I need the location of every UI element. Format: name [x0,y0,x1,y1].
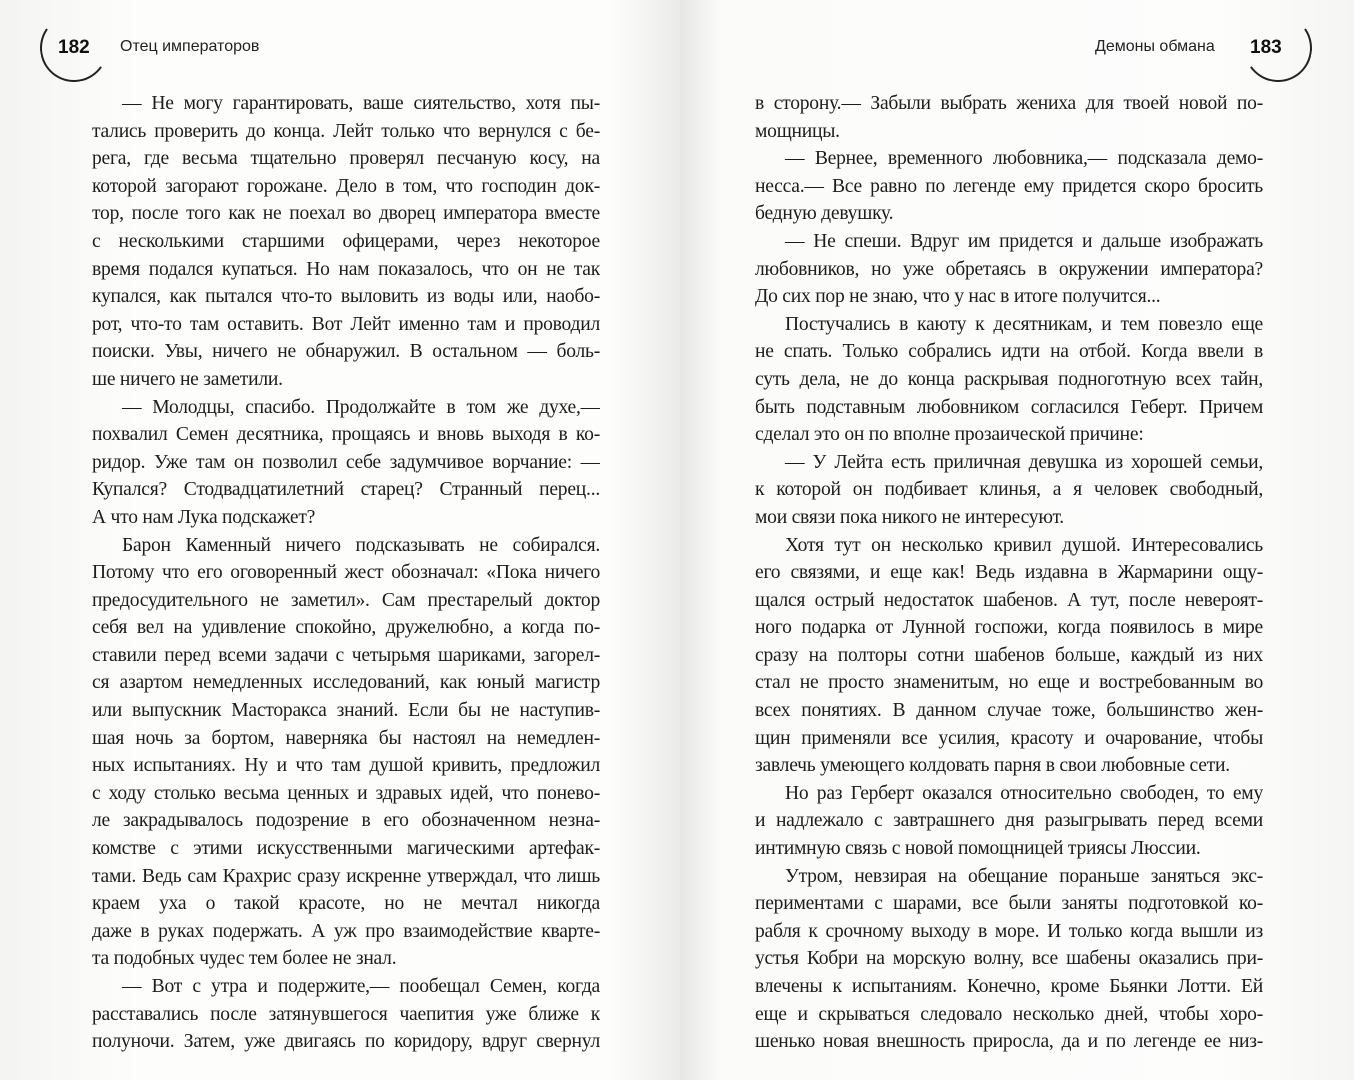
text-line: сразу на полторы сотни шабенов больше, каждый из них [755,644,1263,666]
page-number: 182 [58,37,90,58]
text-line: Купался? Стодвадцатилетний старец? Странный перец... [92,479,600,501]
text-line: устья Кобри на морскую волну, все шабены оказались при- [755,948,1263,970]
paragraph [755,90,1263,145]
text-line: рот, что-то там оставить. Вот Лейт именно там и проводил [92,313,600,335]
text-line: Но раз Герберт оказался относительно свободен, то ему [785,782,1263,804]
text-line: мощницы. [755,120,840,142]
text-line: ридор. Уже там он позволил себе задумчивое ворчание: — [92,451,600,473]
text-line: рега, где весьма тщательно проверял песчаную косу, на [92,148,600,170]
text-line: и надлежало с завтрашнего дня разыгрывать перед всеми [755,810,1263,832]
text-line: с несколькими старшими офицерами, через некоторое [92,230,600,252]
text-line: — Молодцы, спасибо. Продолжайте в том же духе,— [122,396,600,418]
text-line: шенько новая внешность приросла, да и по легенде ее низ- [755,1031,1263,1053]
text-line: периментами с шарами, все были заняты подготовкой ко- [755,893,1263,915]
text-line: интимную связь с новой помощницей триясы Люссии. [755,838,1201,860]
body-text [755,90,1263,1056]
text-line: рабля к срочному выходу в море. И только когда вышли из [755,920,1263,942]
body-text [92,90,600,1056]
paragraph [92,532,600,974]
paragraph [755,780,1263,863]
paragraph [92,394,600,532]
text-line: суть дела, не до конца раскрывая подноготную всех тайн, [755,368,1263,390]
paragraph [755,449,1263,532]
text-line: к которой он подбивает клинья, а я человек свободный, [755,479,1263,501]
text-line: — Вот с утра и подержите,— пообещал Семен, когда [122,976,600,997]
text-line: А что нам Лука подскажет? [92,506,316,528]
text-line: быть подставным любовником согласился Геберт. Причем [755,396,1263,418]
text-line: его связями, и еще как! Ведь издавна в Жармарини ощу- [755,562,1263,584]
text-line: ся азартом немедленных исследований, как юный магистр [92,672,600,694]
paragraph [755,863,1263,1056]
text-line: завлечь умеющего колдовать парня в свои любовные сети. [755,755,1230,777]
text-line: щался острый недостаток шабенов. А тут, после невероят- [755,589,1263,611]
right-page [680,0,1354,1080]
text-line: полуночи. Затем, уже двигаясь по коридору, вдруг свернул [92,1031,600,1053]
text-line: ставили перед всеми задачи с четырьмя шариками, загорел- [92,644,600,666]
text-line: любовников, но уже обретаясь в окружении императора? [755,258,1263,280]
text-line: которой загорают горожане. Дело в том, что господин док- [92,175,600,197]
text-line: не спать. Только собрались идти на отбой. Когда ввели в [755,341,1263,363]
paragraph [755,228,1263,311]
text-line: стал не просто знаменитым, но еще и востребованным во [755,672,1263,694]
text-line: влечены к испытаниям. Конечно, кроме Бьянки Лотти. Ей [755,976,1263,997]
text-line: тор, после того как не поехал во дворец императора вместе [92,203,600,225]
text-line: — Не могу гарантировать, ваше сиятельство, хотя пы- [122,93,600,114]
text-line: краем уха о такой красоте, но не мечтал никогда [92,893,600,915]
text-line: комстве с этими искусственными магическими артефак- [92,838,600,860]
text-line: ше ничего не заметили. [92,368,283,390]
text-line: поиски. Увы, ничего не обнаружил. В остальном — боль- [92,341,600,363]
paragraph [755,145,1263,228]
paragraph [92,90,600,394]
text-line: или выпускник Мастораксa знаний. Если бы не наступив- [92,700,600,722]
text-line: тались проверить до конца. Лейт только что вернулся с бе- [92,120,600,142]
paragraph [755,311,1263,449]
text-line: несса.— Все равно по легенде ему придется скоро бросить [755,175,1263,197]
text-line: Барон Каменный ничего подсказывать не собирался. [122,534,600,556]
text-line: шая ночь за бортом, наверняка бы настоял на немедлен- [92,727,600,749]
text-line: похвалил Семен десятника, прощаясь и вновь выходя в ко- [92,424,600,446]
text-line: До сих пор не знаю, что у нас в итоге получится... [755,286,1161,308]
text-line: ных испытаниях. Ну и что там душой кривить, предложил [92,755,600,777]
page-number: 183 [1250,37,1282,58]
text-line: время подался купаться. Но нам показалось, что он не так [92,258,600,280]
text-line: бедную девушку. [755,203,894,225]
text-line: ле закрадывалось подозрение в его обозначенном незна- [92,810,600,832]
text-line: — У Лейта есть приличная девушка из хорошей семьи, [785,451,1263,473]
text-line: мои связи пока никого не интересуют. [755,506,1064,528]
text-line: расставались после затянувшегося чаепития уже ближе к [92,1003,600,1025]
paragraph [755,532,1263,780]
text-line: в сторону.— Забыли выбрать жениха для твоей новой по- [755,93,1263,114]
text-line: Потому что его оговоренный жест обозначал: «Пока ничего [92,562,600,584]
text-line: Утром, невзирая на обещание пораньше заняться экс- [785,865,1263,887]
text-line: Хотя тут он несколько кривил душой. Интересовались [785,534,1263,556]
text-line: — Вернее, временного любовника,— подсказала демо- [785,148,1263,170]
text-line: та подобных чудес тем более не знал. [92,948,397,970]
text-line: даже в руках подержать. А уж про взаимодействие кварте- [92,920,600,942]
text-line: себя вел на удивление спокойно, дружелюбно, а когда по- [92,617,600,639]
text-line: тами. Ведь сам Крахрис сразу искренне утверждал, что лишь [92,865,600,887]
text-line: еще и скрываться следовало несколько дней, чтобы хоро- [755,1003,1263,1025]
text-line: предосудительного не заметил». Сам престарелый доктор [92,589,600,611]
text-line: сделал это он по вполне прозаической причине: [755,424,1144,446]
text-line: Постучались в каюту к десятникам, и тем повезло еще [785,313,1263,335]
text-line: — Не спеши. Вдруг им придется и дальше изображать [785,230,1263,252]
text-line: ного подарка от Лунной госпожи, когда появилось в мире [755,617,1263,639]
paragraph [92,973,600,1056]
text-line: щин применяли все усилия, красоту и очарование, чтобы [755,727,1263,749]
text-line: с ходу столько весьма ценных и здравых идей, что понево- [92,782,600,804]
running-title: Отец императоров [120,38,260,55]
running-title: Демоны обмана [1095,38,1215,55]
text-line: всех понятиях. В данном случае тоже, большинство жен- [755,700,1263,722]
text-line: купался, как пытался что-то выловить из воды или, наобо- [92,286,600,308]
